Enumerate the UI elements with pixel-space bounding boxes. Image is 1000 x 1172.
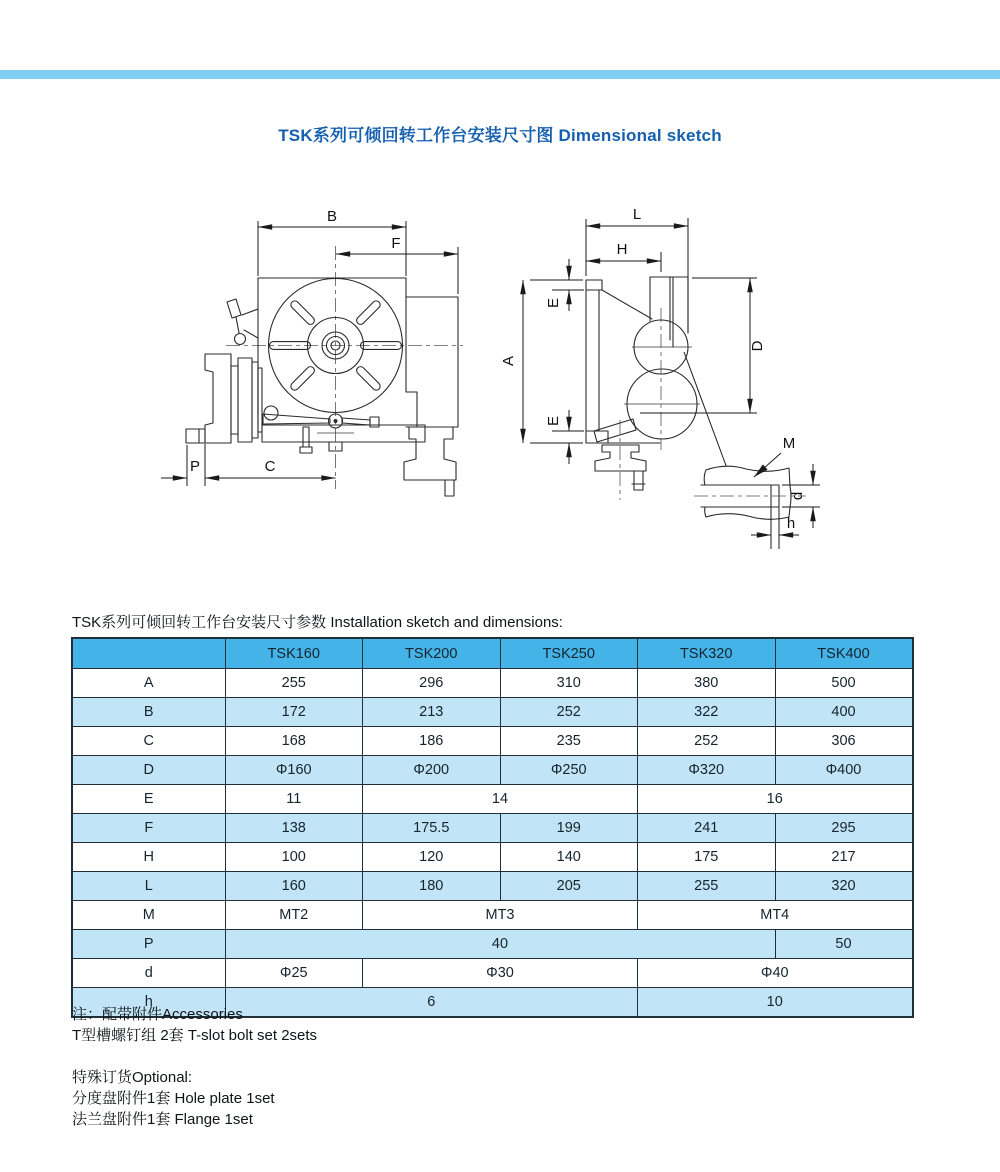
table-cell: 252 [500,698,638,727]
dim-label-e-top: E [545,297,562,309]
table-cell: 213 [363,698,501,727]
table-cell: 252 [638,727,776,756]
handwheel [186,354,262,443]
table-cell: Φ25 [225,959,363,988]
taper-detail [694,435,820,549]
table-cell: 255 [638,872,776,901]
row-label: D [72,756,225,785]
table-cell: 400 [775,698,913,727]
table-row [72,814,913,843]
table-cell: MT2 [225,901,363,930]
accessories-item: T型槽螺钉组 2套 T-slot bolt set 2sets [72,1027,318,1044]
accent-bar [0,70,1000,79]
table-row [72,756,913,785]
table-caption: TSK系列可倾回转工作台安装尺寸参数 Installation sketch and dimensions: [72,614,563,631]
dimensions-table [71,637,914,1018]
optional-item: 法兰盘附件1套 Flange 1set [72,1111,253,1128]
column-header: TSK250 [500,638,638,669]
table-cell: 100 [225,843,363,872]
table-cell: 217 [775,843,913,872]
row-label: d [72,959,225,988]
accessories-note [72,1004,317,1046]
table-cell: Φ40 [638,959,913,988]
table-cell: 199 [500,814,638,843]
column-header: TSK160 [225,638,363,669]
row-label: F [72,814,225,843]
table-cell: 255 [225,669,363,698]
table-cell: 120 [363,843,501,872]
column-header: TSK200 [363,638,501,669]
table-cell: 380 [638,669,776,698]
row-label: L [72,872,225,901]
dim-label-m: M [782,435,796,452]
table-row [72,930,913,959]
table-row [72,785,913,814]
dim-label-d-small: d [789,491,806,501]
page-title: TSK系列可倾回转工作台安装尺寸图 Dimensional sketch [278,126,722,145]
table-cell: 205 [500,872,638,901]
dimensional-sketch [0,185,1000,570]
table-cell: 235 [500,727,638,756]
table-cell: 322 [638,698,776,727]
dim-label-h-small: h [786,515,796,532]
dim-label-l: L [632,206,642,223]
dim-label-a: A [500,355,517,367]
dim-label-d-diameter: D [749,340,766,352]
table-cell: 175 [638,843,776,872]
table-row [72,698,913,727]
row-label: h [72,988,225,1018]
table-cell: Φ250 [500,756,638,785]
dim-label-f: F [391,235,401,252]
table-cell: 295 [775,814,913,843]
row-label: M [72,901,225,930]
table-cell: 40 [225,930,775,959]
table-cell: Φ320 [638,756,776,785]
table-cell: 50 [775,930,913,959]
table-cell: 140 [500,843,638,872]
table-cell: Φ30 [363,959,638,988]
table-cell: 11 [225,785,363,814]
table-cell: 14 [363,785,638,814]
row-label: H [72,843,225,872]
table-cell: 138 [225,814,363,843]
table-cell: 306 [775,727,913,756]
row-label: A [72,669,225,698]
dim-label-p: P [189,458,201,475]
front-view [161,208,463,496]
table-cell: 175.5 [363,814,501,843]
table-cell: 296 [363,669,501,698]
table-cell: Φ200 [363,756,501,785]
table-row [72,872,913,901]
table-cell: 186 [363,727,501,756]
table-cell: 320 [775,872,913,901]
optional-note [72,1067,275,1130]
clamp-bracket-side [595,445,646,490]
row-label: C [72,727,225,756]
dim-label-c: C [264,458,276,475]
table-cell: 160 [225,872,363,901]
row-label: B [72,698,225,727]
row-label: P [72,930,225,959]
dim-label-e-bottom: E [545,415,562,427]
side-view [500,206,766,500]
header-row [72,638,913,669]
table-cell: 500 [775,669,913,698]
table-row [72,669,913,698]
column-header: TSK320 [638,638,776,669]
table-cell: 16 [638,785,913,814]
table-cell: Φ160 [225,756,363,785]
table-cell: MT4 [638,901,913,930]
table-cell: 6 [225,988,638,1018]
clamp-lever [227,299,258,345]
table-cell: 10 [638,988,913,1018]
table-row [72,959,913,988]
corner-cell [72,638,225,669]
table-cell: 310 [500,669,638,698]
accessories-title: 注：配带附件Accessories [72,1006,243,1023]
table-row [72,901,913,930]
clamp-bracket [404,427,456,496]
column-header: TSK400 [775,638,913,669]
table-cell: 172 [225,698,363,727]
table-row [72,843,913,872]
dim-label-b: B [326,208,338,225]
table-cell: MT3 [363,901,638,930]
row-label: E [72,785,225,814]
table-cell: 241 [638,814,776,843]
table-cell: 168 [225,727,363,756]
table-cell: 180 [363,872,501,901]
side-dimensions [500,206,766,464]
optional-item: 分度盘附件1套 Hole plate 1set [72,1090,275,1107]
table-cell: Φ400 [775,756,913,785]
dim-label-h-top: H [616,241,628,258]
table-row [72,727,913,756]
optional-title: 特殊订货Optional: [72,1069,193,1086]
